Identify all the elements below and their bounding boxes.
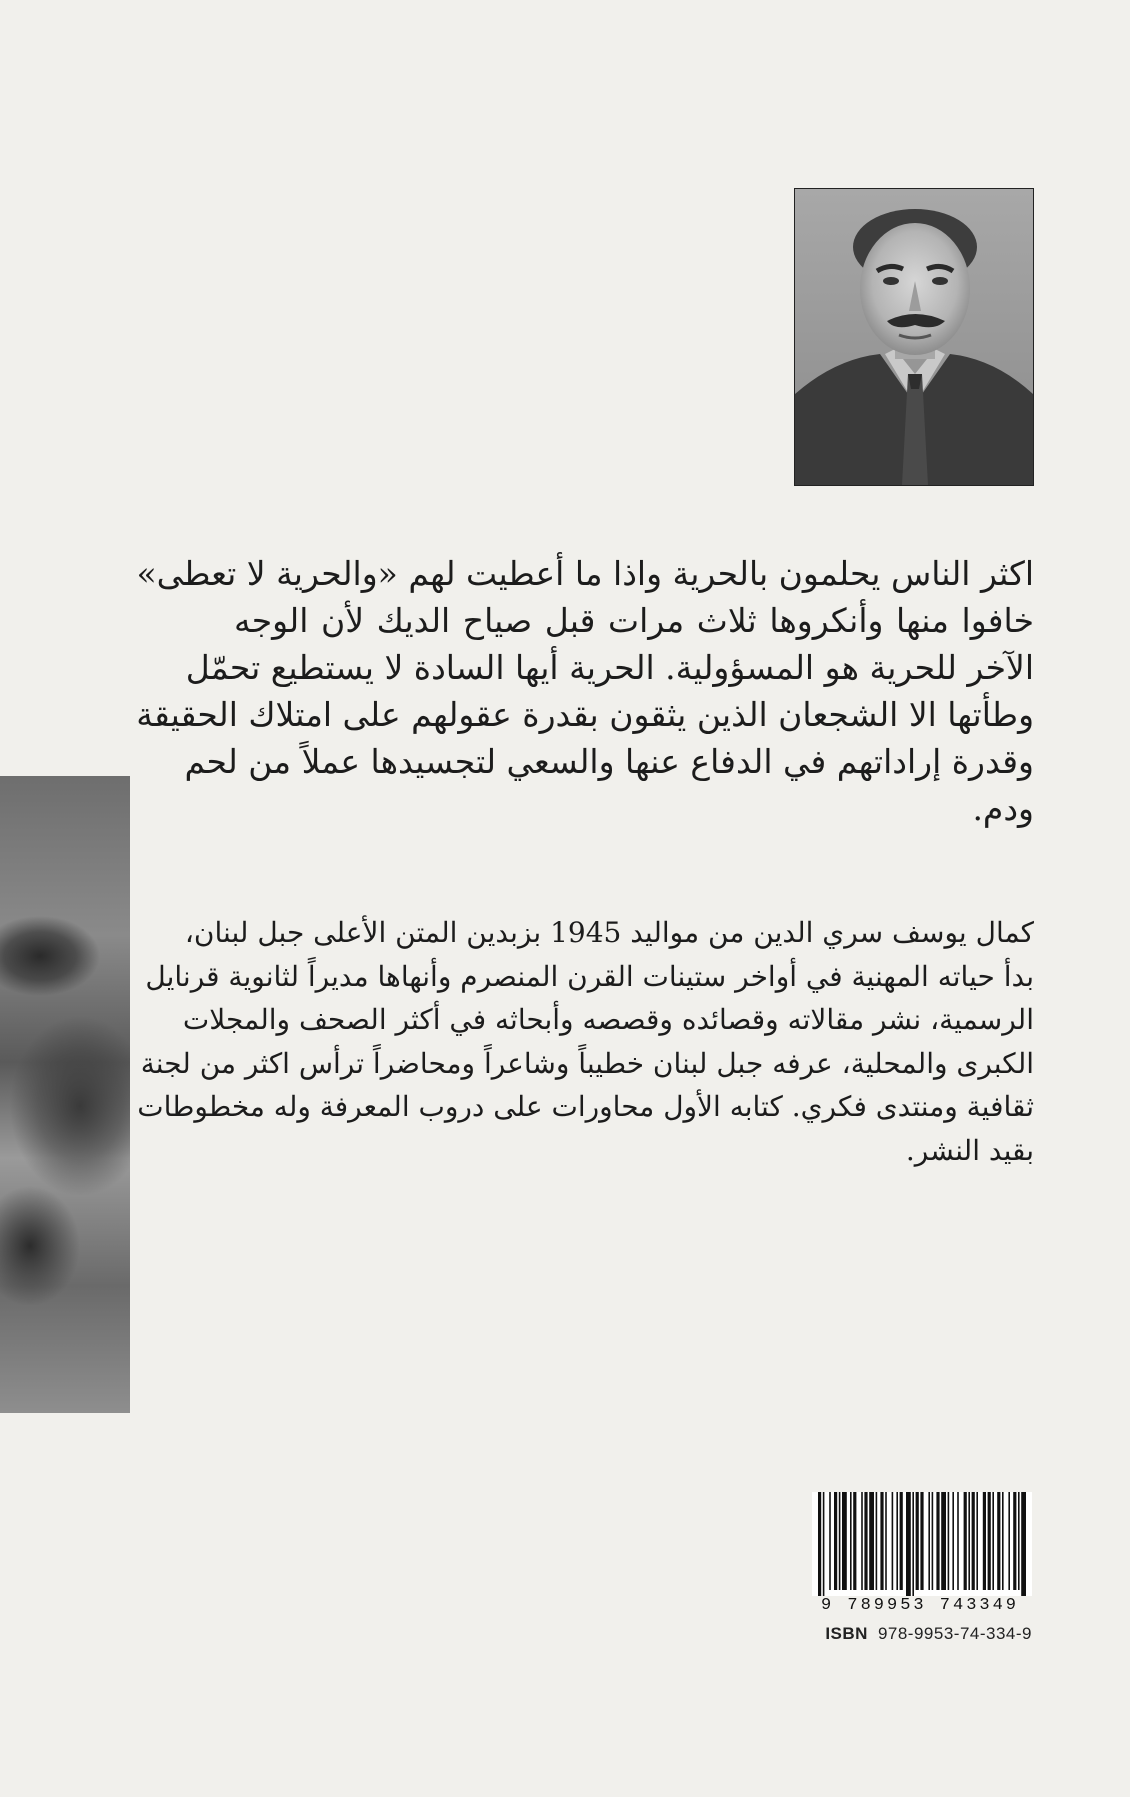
- barcode-bar: [936, 1492, 939, 1590]
- barcode-bar: [900, 1492, 903, 1590]
- barcode-bar: [853, 1492, 856, 1590]
- barcode-bar: [850, 1492, 852, 1590]
- isbn-number: 978-9953-74-334-9: [877, 1624, 1032, 1643]
- barcode-bar: [896, 1492, 898, 1590]
- bio-line: الرسمية، نشر مقالاته وقصائده وقصصه وأبحاثه في أكثر الصحف والمجلات: [182, 1003, 1034, 1036]
- author-portrait: [794, 188, 1034, 486]
- barcode-bar: [885, 1492, 887, 1590]
- barcode-bar: [1021, 1492, 1026, 1596]
- barcode-bar: [839, 1492, 841, 1590]
- barcode-bar: [823, 1492, 825, 1596]
- author-biography: [137, 911, 1034, 1172]
- quote-line: الآخر للحرية هو المسؤولية. الحرية أيها السادة لا يستطيع تحمّل: [185, 648, 1034, 687]
- quote-line: وقدرة إراداتهم في الدفاع عنها والسعي لتجسيدها عملاً من لحم: [184, 742, 1034, 781]
- isbn-prefix: ISBN: [825, 1624, 868, 1643]
- barcode-bar: [1018, 1492, 1020, 1590]
- barcode-bar: [864, 1492, 867, 1590]
- barcode-bar: [983, 1492, 986, 1590]
- barcode-bar: [1013, 1492, 1016, 1590]
- bio-line: بقيد النشر.: [905, 1133, 1034, 1167]
- cover-photo-strip: [0, 776, 130, 1413]
- barcode-bar: [892, 1492, 894, 1590]
- barcode: [812, 1492, 1032, 1596]
- barcode-bar: [988, 1492, 991, 1590]
- quote-line: ودم.: [972, 789, 1034, 828]
- barcode-bar: [932, 1492, 934, 1590]
- barcode-bar: [876, 1492, 878, 1590]
- bio-line: الكبرى والمحلية، عرفه جبل لبنان خطيباً وشاعراً ومحاضراً ترأس اكثر من لجنة: [140, 1046, 1034, 1080]
- barcode-bar: [861, 1492, 863, 1590]
- barcode-bar: [920, 1492, 923, 1590]
- barcode-bar: [972, 1492, 975, 1590]
- author-portrait-image: [795, 189, 1033, 485]
- barcode-bar: [916, 1492, 919, 1590]
- bio-line: كمال يوسف سري الدين من مواليد 1945 بزبدين المتن الأعلى جبل لبنان،: [184, 916, 1034, 949]
- barcode-bar: [869, 1492, 874, 1590]
- barcode-bar: [818, 1492, 821, 1596]
- barcode-bar: [829, 1492, 831, 1590]
- barcode-bar: [906, 1492, 911, 1596]
- barcode-bar: [997, 1492, 1000, 1590]
- barcode-bar: [941, 1492, 946, 1590]
- barcode-bars: [812, 1492, 1032, 1596]
- barcode-bar: [957, 1492, 959, 1590]
- barcode-bar: [880, 1492, 883, 1590]
- barcode-bar: [1008, 1492, 1010, 1590]
- barcode-bar: [842, 1492, 847, 1590]
- barcode-bar: [976, 1492, 978, 1590]
- barcode-digits: 9 789953 743349: [820, 1596, 1020, 1615]
- barcode-bar: [1002, 1492, 1004, 1590]
- barcode-bar: [912, 1492, 914, 1596]
- author-quote: [136, 550, 1034, 832]
- quote-line: وطأتها الا الشجعان الذين يثقون بقدرة عقولهم على امتلاك الحقيقة: [136, 695, 1034, 734]
- barcode-bar: [834, 1492, 837, 1590]
- bio-line: بدأ حياته المهنية في أواخر ستينات القرن المنصرم وأنهاها مديراً لثانوية قرنايل: [145, 959, 1034, 993]
- isbn-label: [800, 1624, 1032, 1644]
- barcode-bar: [948, 1492, 950, 1590]
- barcode-bar: [992, 1492, 994, 1590]
- barcode-bar: [952, 1492, 954, 1590]
- quote-line: اكثر الناس يحلمون بالحرية واذا ما أعطيت لهم «والحرية لا تعطى»: [136, 554, 1034, 593]
- quote-line: خافوا منها وأنكروها ثلاث مرات قبل صياح الديك لأن الوجه: [234, 601, 1034, 640]
- barcode-bar: [968, 1492, 970, 1590]
- bio-line: ثقافية ومنتدى فكري. كتابه الأول محاورات على دروب المعرفة وله مخطوطات: [137, 1090, 1034, 1123]
- barcode-bar: [964, 1492, 967, 1590]
- barcode-bar: [928, 1492, 930, 1590]
